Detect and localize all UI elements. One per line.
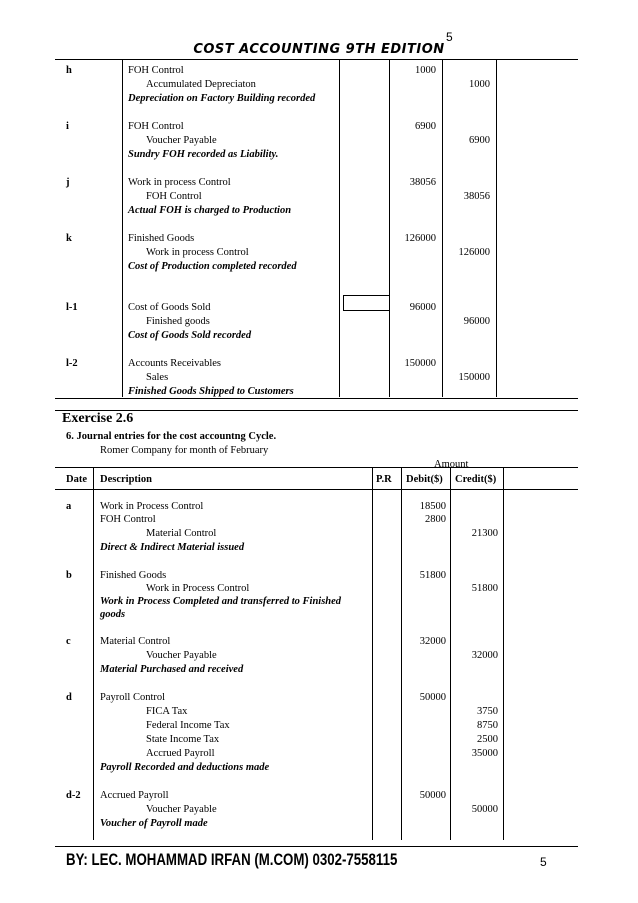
table2-col-divider — [93, 467, 94, 840]
credit-account: Work in process Control — [146, 247, 249, 258]
credit-account: Voucher Payable — [146, 650, 217, 661]
narration: Cost of Production completed recorded — [128, 261, 297, 272]
debit-account: Finished Goods — [128, 233, 195, 244]
credit-account: Voucher Payable — [146, 135, 217, 146]
col-header-pr: P.R — [376, 474, 392, 485]
credit-amount: 8750 — [477, 720, 498, 731]
credit-account: Federal Income Tax — [146, 720, 230, 731]
debit-amount: 150000 — [404, 358, 436, 369]
table2-header-border — [55, 489, 578, 490]
narration: Depreciation on Factory Building recorded — [128, 93, 316, 104]
credit-amount: 51800 — [471, 583, 498, 594]
entry-code: c — [66, 636, 71, 647]
narration: Payroll Recorded and deductions made — [100, 762, 270, 773]
debit-account: Accrued Payroll — [100, 790, 169, 801]
narration: Direct & Indirect Material issued — [100, 542, 245, 553]
narration: Voucher of Payroll made — [100, 818, 208, 829]
page-number-bottom: 5 — [540, 855, 547, 869]
credit-account: Accumulated Depreciaton — [146, 79, 256, 90]
debit-amount: 50000 — [419, 790, 446, 801]
entry-code: d-2 — [66, 790, 81, 801]
credit-account: Finished goods — [146, 316, 210, 327]
amount-label: Amount — [434, 459, 469, 470]
table1-col-divider — [389, 59, 390, 397]
debit-account: FOH Control — [128, 65, 184, 76]
credit-account: Material Control — [146, 528, 217, 539]
table2-col-divider — [372, 467, 373, 840]
debit-account: Cost of Goods Sold — [128, 302, 211, 313]
entry-code: b — [66, 570, 72, 581]
page-number-top: 5 — [446, 30, 453, 44]
credit-amount: 2500 — [477, 734, 498, 745]
entry-code: l-2 — [66, 358, 78, 369]
exercise-subtitle: 6. Journal entries for the cost accountng Cycle. — [66, 431, 277, 442]
exercise-title: Exercise 2.6 — [62, 411, 134, 426]
debit-amount: 1000 — [415, 65, 436, 76]
credit-amount: 38056 — [463, 191, 490, 202]
credit-account: Work in Process Control — [146, 583, 250, 594]
credit-amount: 150000 — [458, 372, 490, 383]
credit-amount: 32000 — [471, 650, 498, 661]
col-header-date: Date — [66, 474, 87, 485]
debit-account: Work in Process Control — [100, 501, 204, 512]
footer-divider — [55, 846, 578, 847]
table1-col-divider — [339, 59, 340, 397]
debit-amount: 126000 — [404, 233, 436, 244]
narration: Material Purchased and received — [100, 664, 244, 675]
narration: Sundry FOH recorded as Liability. — [128, 149, 279, 160]
table2-col-divider — [503, 467, 504, 840]
debit-account: Payroll Control — [100, 692, 166, 703]
debit-account: Accounts Receivables — [128, 358, 222, 369]
table1-bottom-border — [55, 398, 578, 399]
debit-amount: 2800 — [425, 514, 446, 525]
credit-amount: 96000 — [463, 316, 490, 327]
debit-account: Material Control — [100, 636, 171, 647]
debit-amount: 51800 — [419, 570, 446, 581]
credit-account: Sales — [146, 372, 169, 383]
entry-code: i — [66, 121, 69, 132]
credit-account: FICA Tax — [146, 706, 188, 717]
credit-amount: 21300 — [471, 528, 498, 539]
entry-code: k — [66, 233, 72, 244]
book-title: COST ACCOUNTING 9TH EDITION — [193, 42, 445, 57]
credit-amount: 35000 — [471, 748, 498, 759]
table1-col-divider — [442, 59, 443, 397]
debit-account: Finished Goods — [100, 570, 167, 581]
table2-col-divider — [450, 467, 451, 840]
company-caption: Romer Company for month of February — [100, 445, 269, 456]
credit-amount: 126000 — [458, 247, 490, 258]
table1-col-divider — [496, 59, 497, 397]
col-header-description: Description — [100, 474, 152, 485]
debit-amount: 32000 — [419, 636, 446, 647]
entry-code: l-1 — [66, 302, 78, 313]
narration: Finished Goods Shipped to Customers — [128, 386, 294, 397]
col-header-credit: Credit($) — [455, 474, 497, 485]
entry-code: a — [66, 501, 72, 512]
credit-account: Accrued Payroll — [146, 748, 215, 759]
debit-account: FOH Control — [128, 121, 184, 132]
credit-account: State Income Tax — [146, 734, 220, 745]
section-divider — [55, 410, 578, 411]
narration: Cost of Goods Sold recorded — [128, 330, 252, 341]
debit-amount: 96000 — [409, 302, 436, 313]
debit-account: FOH Control — [100, 514, 156, 525]
credit-amount: 6900 — [469, 135, 490, 146]
entry-code: j — [66, 177, 70, 188]
debit-amount: 38056 — [409, 177, 436, 188]
table2-top-border — [55, 467, 578, 468]
narration: Work in Process Completed and transferred to Finished — [100, 596, 342, 607]
col-header-debit: Debit($) — [406, 474, 443, 485]
table1-top-border — [55, 59, 578, 60]
author-footer: BY: LEC. MOHAMMAD IRFAN (M.COM) 0302-7558115 — [66, 850, 398, 869]
table1-col-divider — [122, 59, 123, 397]
credit-account: FOH Control — [146, 191, 202, 202]
debit-amount: 6900 — [415, 121, 436, 132]
credit-amount: 1000 — [469, 79, 490, 90]
table1-cell-box — [343, 295, 390, 311]
narration: goods — [100, 609, 126, 620]
entry-code: h — [66, 65, 72, 76]
debit-amount: 18500 — [419, 501, 446, 512]
credit-amount: 3750 — [477, 706, 498, 717]
credit-amount: 50000 — [471, 804, 498, 815]
entry-code: d — [66, 692, 72, 703]
credit-account: Voucher Payable — [146, 804, 217, 815]
debit-amount: 50000 — [419, 692, 446, 703]
narration: Actual FOH is charged to Production — [128, 205, 292, 216]
debit-account: Work in process Control — [128, 177, 231, 188]
